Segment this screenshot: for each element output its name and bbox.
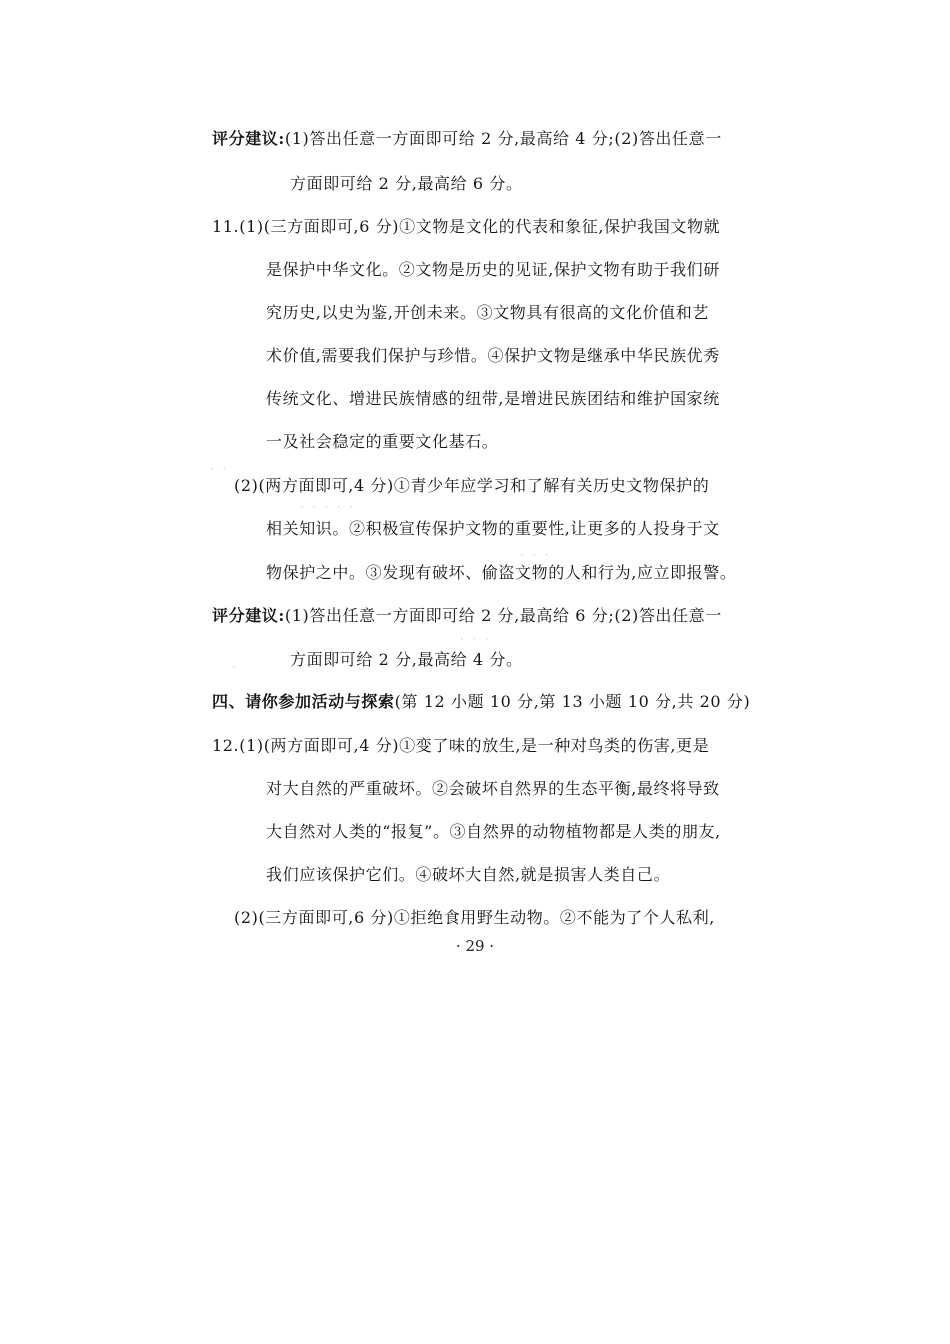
answer-12-1-line: [266, 778, 720, 800]
grading-note-text: (1)答出任意一方面即可给 2 分,最高给 4 分;(2)答出任意一: [284, 129, 722, 148]
text-segment: 我们应该保护它们。④破坏大自然,就是损害人类自己。: [266, 865, 671, 884]
answer-11-2-line: [266, 518, 720, 540]
grading-note-line: [212, 605, 722, 627]
grading-note-label: 评分建议:: [212, 129, 285, 148]
text-segment: 对大自然的严重破坏。②会破坏自然界的生态平衡,最终将导致: [266, 779, 720, 798]
section-heading-title: 四、请你参加活动与探索: [212, 692, 395, 711]
scan-artifact: · · ·: [520, 548, 551, 563]
answer-12-2-line: [234, 907, 715, 929]
scan-artifact: · · · · ·: [300, 500, 356, 515]
answer-11-2-line: [266, 562, 737, 584]
text-segment: 术价值,需要我们保护与珍惜。④保护文物是继承中华民族优秀: [266, 346, 720, 365]
scan-artifact: ·: [232, 660, 239, 675]
answer-12-1-line: [212, 735, 709, 757]
grading-note-continuation: [290, 173, 523, 195]
section-heading-points: (第 12 小题 10 分,第 13 小题 10 分,共 20 分): [394, 692, 751, 711]
page-number: · 29 ·: [455, 937, 495, 955]
text-segment: 一及社会稳定的重要文化基石。: [266, 432, 499, 451]
grading-note-line: [212, 128, 722, 150]
text-segment: 相关知识。②积极宣传保护文物的重要性,让更多的人投身于文: [266, 519, 720, 538]
text-segment: 11.(1)(三方面即可,6 分)①文物是文化的代表和象征,保护我国文物就: [212, 217, 721, 236]
text-segment: 物保护之中。③发现有破坏、偷盗文物的人和行为,应立即报警。: [266, 563, 737, 582]
answer-11-1-line: [266, 345, 720, 367]
answer-11-1-line: [266, 388, 720, 410]
text-segment: 方面即可给 2 分,最高给 6 分。: [290, 174, 523, 193]
section-heading: [212, 691, 750, 713]
text-segment: 方面即可给 2 分,最高给 4 分。: [290, 650, 523, 669]
text-segment: (2)(两方面即可,4 分)①青少年应学习和了解有关历史文物保护的: [234, 476, 710, 495]
answer-12-1-line: [266, 821, 721, 843]
grading-note-continuation: [290, 649, 523, 671]
text-segment: (2)(三方面即可,6 分)①拒绝食用野生动物。②不能为了个人私利,: [234, 908, 715, 927]
text-segment: 究历史,以史为鉴,开创未来。③文物具有很高的文化价值和艺: [266, 303, 709, 322]
answer-11-1-line: [266, 302, 709, 324]
answer-11-2-line: [234, 475, 709, 497]
grading-note-text: (1)答出任意一方面即可给 2 分,最高给 6 分;(2)答出任意一: [284, 606, 722, 625]
scan-artifact: · · ·: [460, 632, 491, 647]
grading-note-label: 评分建议:: [212, 606, 285, 625]
scan-artifact: · ·: [210, 462, 229, 477]
text-segment: 12.(1)(两方面即可,4 分)①变了味的放生,是一种对鸟类的伤害,更是: [212, 736, 710, 755]
answer-12-1-line: [266, 864, 670, 886]
answer-11-1-line: [212, 216, 720, 238]
text-segment: 大自然对人类的“报复”。③自然界的动物植物都是人类的朋友,: [266, 822, 721, 841]
text-segment: 是保护中华文化。②文物是历史的见证,保护文物有助于我们研: [266, 260, 720, 279]
answer-11-1-line: [266, 431, 498, 453]
text-segment: 传统文化、增进民族情感的纽带,是增进民族团结和维护国家统: [266, 389, 720, 408]
answer-11-1-line: [266, 259, 720, 281]
